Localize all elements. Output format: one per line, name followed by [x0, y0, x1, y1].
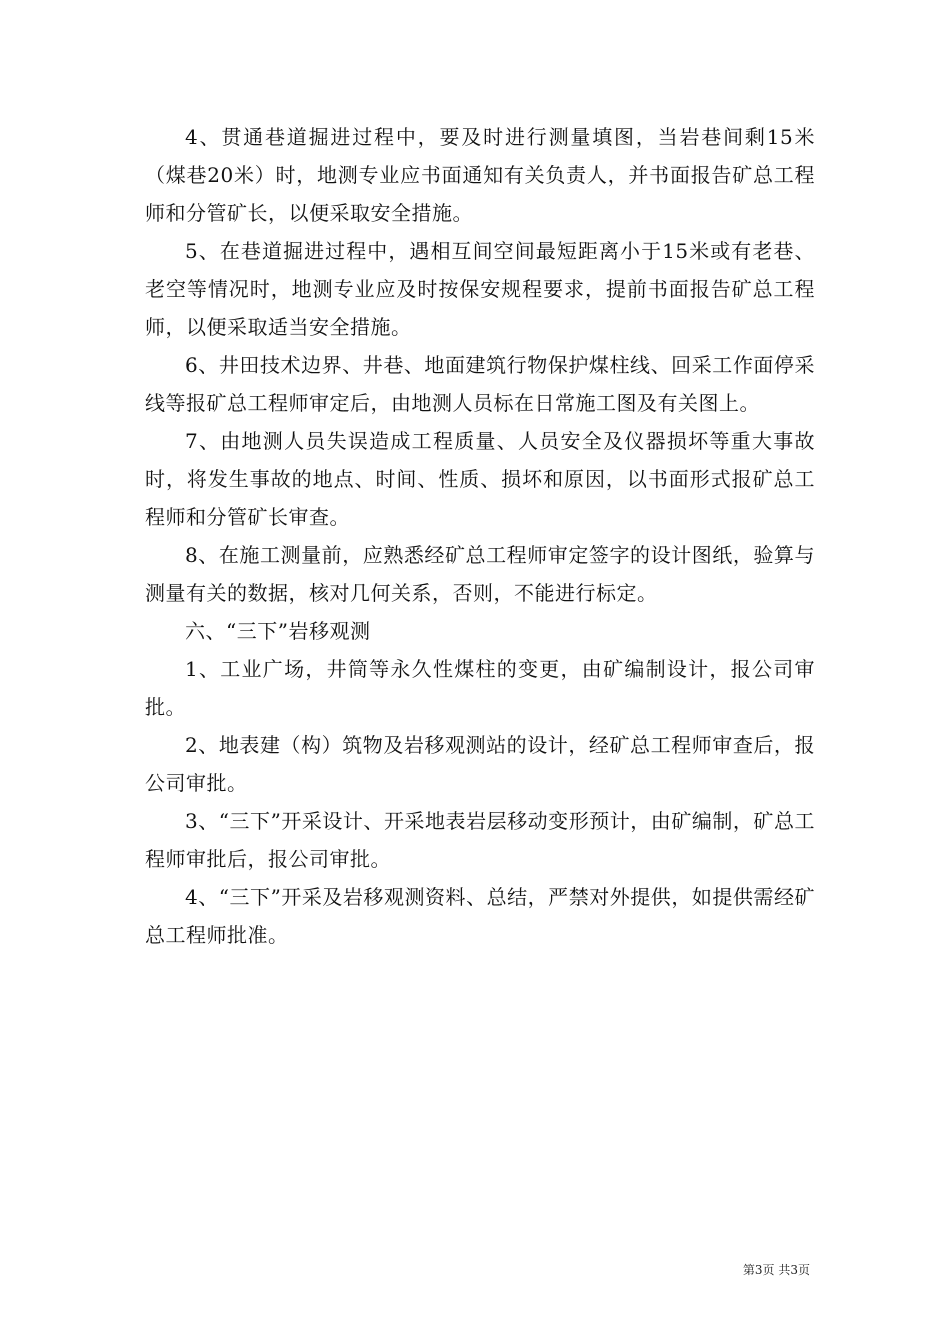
section-paragraph-1: 1、工业广场，井筒等永久性煤柱的变更，由矿编制设计，报公司审批。 — [145, 657, 815, 719]
document-body — [145, 118, 815, 954]
paragraph-item-5: 5、在巷道掘进过程中，遇相互间空间最短距离小于15米或有老巷、老空等情况时，地测专业应及时按保安规程要求，提前书面报告矿总工程师，以便采取适当安全措施。 — [145, 239, 815, 339]
section-paragraph-4: 4、“三下”开采及岩移观测资料、总结，严禁对外提供，如提供需经矿总工程师批准。 — [145, 885, 815, 947]
page-number-footer: 第3页 共3页 — [742, 1263, 810, 1277]
section-paragraph-2: 2、地表建（构）筑物及岩移观测站的设计，经矿总工程师审查后，报公司审批。 — [145, 733, 815, 795]
section-heading: 六、“三下”岩移观测 — [185, 619, 371, 643]
paragraph-item-7: 7、由地测人员失误造成工程质量、人员安全及仪器损坏等重大事故时，将发生事故的地点、时间、性质、损坏和原因，以书面形式报矿总工程师和分管矿长审查。 — [145, 429, 815, 529]
paragraph-item-6: 6、井田技术边界、井巷、地面建筑行物保护煤柱线、回采工作面停采线等报矿总工程师审定后，由地测人员标在日常施工图及有关图上。 — [145, 353, 815, 415]
paragraph-item-4: 4、贯通巷道掘进过程中，要及时进行测量填图，当岩巷间剩15米（煤巷20米）时，地测专业应书面通知有关负责人，并书面报告矿总工程师和分管矿长，以便采取安全措施。 — [145, 125, 815, 225]
section-paragraph-3: 3、“三下”开采设计、开采地表岩层移动变形预计，由矿编制，矿总工程师审批后，报公司审批。 — [145, 809, 815, 871]
paragraph-item-8: 8、在施工测量前，应熟悉经矿总工程师审定签字的设计图纸，验算与测量有关的数据，核对几何关系，否则，不能进行标定。 — [145, 543, 815, 605]
